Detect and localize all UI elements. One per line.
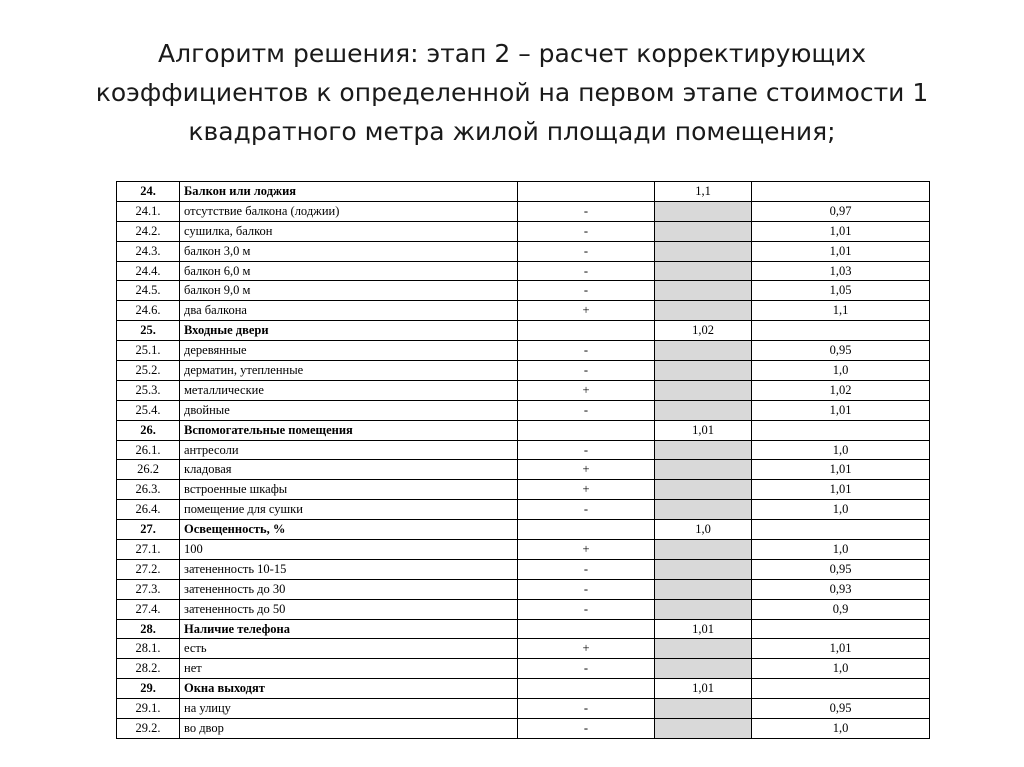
table-row [117,699,930,719]
cell-val: 1,03 [752,261,930,281]
cell-val: 1,0 [752,440,930,460]
cell-grp [655,241,752,261]
cell-num: 24. [117,182,180,202]
table-row [117,559,930,579]
table-row [117,301,930,321]
cell-val [752,520,930,540]
table-row [117,221,930,241]
cell-grp [655,599,752,619]
cell-grp: 1,01 [655,619,752,639]
cell-grp [655,559,752,579]
cell-name: отсутствие балкона (лоджии) [180,201,518,221]
cell-num: 24.4. [117,261,180,281]
cell-val: 0,95 [752,699,930,719]
cell-sign [518,619,655,639]
cell-grp [655,440,752,460]
cell-val: 0,97 [752,201,930,221]
cell-num: 27.1. [117,540,180,560]
table-group-row [117,520,930,540]
table-row [117,380,930,400]
cell-num: 26.1. [117,440,180,460]
cell-num: 27.2. [117,559,180,579]
cell-name: деревянные [180,341,518,361]
table-row [117,460,930,480]
cell-num: 27.3. [117,579,180,599]
table-group-row [117,679,930,699]
table-row [117,659,930,679]
table-group-row [117,182,930,202]
cell-num: 25.2. [117,361,180,381]
cell-name: Наличие телефона [180,619,518,639]
cell-num: 26.2 [117,460,180,480]
cell-grp [655,341,752,361]
cell-sign: - [518,281,655,301]
cell-num: 29.1. [117,699,180,719]
cell-name: на улицу [180,699,518,719]
cell-val: 1,0 [752,540,930,560]
table-row [117,281,930,301]
cell-name: Вспомогательные помещения [180,420,518,440]
cell-num: 25.1. [117,341,180,361]
cell-num: 27.4. [117,599,180,619]
cell-val [752,679,930,699]
table-row [117,480,930,500]
cell-val [752,420,930,440]
cell-sign: + [518,301,655,321]
cell-grp [655,281,752,301]
cell-grp [655,361,752,381]
slide-title-line-1: Алгоритм решения: этап 2 – расчет корректирующих [157,39,867,68]
cell-name: нет [180,659,518,679]
cell-sign: + [518,380,655,400]
cell-val: 1,02 [752,380,930,400]
cell-grp [655,500,752,520]
cell-val: 1,0 [752,659,930,679]
cell-sign: + [518,460,655,480]
cell-name: помещение для сушки [180,500,518,520]
cell-sign: - [518,440,655,460]
cell-grp [655,699,752,719]
cell-num: 28.2. [117,659,180,679]
cell-val: 1,0 [752,361,930,381]
cell-num: 28.1. [117,639,180,659]
table-row [117,540,930,560]
cell-sign: + [518,480,655,500]
cell-grp [655,480,752,500]
cell-val [752,182,930,202]
cell-name: балкон 3,0 м [180,241,518,261]
cell-grp [655,400,752,420]
cell-sign: - [518,241,655,261]
table-row [117,719,930,739]
cell-val: 1,01 [752,460,930,480]
cell-sign [518,679,655,699]
cell-sign: - [518,201,655,221]
cell-sign: + [518,639,655,659]
cell-grp: 1,01 [655,420,752,440]
table-row [117,400,930,420]
cell-name: металлические [180,380,518,400]
cell-grp: 1,02 [655,321,752,341]
table-row [117,201,930,221]
cell-num: 26. [117,420,180,440]
cell-grp [655,540,752,560]
cell-name: во двор [180,719,518,739]
cell-grp [655,659,752,679]
cell-val: 1,01 [752,221,930,241]
table-row [117,261,930,281]
coefficient-table-body [117,182,930,739]
cell-name: затененность до 50 [180,599,518,619]
cell-val: 1,01 [752,241,930,261]
cell-num: 25. [117,321,180,341]
cell-grp: 1,01 [655,679,752,699]
cell-num: 29.2. [117,719,180,739]
cell-sign: - [518,500,655,520]
cell-name: антресоли [180,440,518,460]
table-row [117,500,930,520]
cell-grp: 1,0 [655,520,752,540]
cell-num: 26.3. [117,480,180,500]
cell-val: 1,0 [752,719,930,739]
cell-grp [655,719,752,739]
coefficient-table [116,181,930,739]
cell-sign [518,182,655,202]
cell-grp [655,639,752,659]
cell-name: 100 [180,540,518,560]
slide-title [40,34,984,151]
slide-title-line-3: квадратного метра жилой площади помещения; [188,117,836,146]
table-row [117,440,930,460]
cell-val: 1,01 [752,400,930,420]
cell-val: 1,1 [752,301,930,321]
table-row [117,361,930,381]
cell-num: 27. [117,520,180,540]
cell-sign [518,520,655,540]
table-row [117,639,930,659]
cell-grp: 1,1 [655,182,752,202]
cell-name: Освещенность, % [180,520,518,540]
cell-name: есть [180,639,518,659]
cell-num: 24.3. [117,241,180,261]
cell-val [752,619,930,639]
cell-sign: - [518,699,655,719]
cell-grp [655,221,752,241]
cell-val: 1,01 [752,639,930,659]
cell-num: 24.2. [117,221,180,241]
cell-sign: - [518,261,655,281]
cell-sign: - [518,659,655,679]
cell-name: встроенные шкафы [180,480,518,500]
cell-sign: - [518,599,655,619]
cell-sign: - [518,400,655,420]
cell-sign: + [518,540,655,560]
cell-grp [655,579,752,599]
cell-name: дерматин, утепленные [180,361,518,381]
slide-title-line-2: коэффициентов к определенной на первом этапе стоимости 1 [95,78,929,107]
table-row [117,579,930,599]
cell-name: сушилка, балкон [180,221,518,241]
cell-name: два балкона [180,301,518,321]
cell-val: 1,0 [752,500,930,520]
cell-name: балкон 6,0 м [180,261,518,281]
cell-val: 0,9 [752,599,930,619]
cell-val: 1,05 [752,281,930,301]
cell-sign: - [518,579,655,599]
table-row [117,599,930,619]
cell-val: 0,95 [752,341,930,361]
cell-grp [655,301,752,321]
cell-sign: - [518,221,655,241]
cell-num: 26.4. [117,500,180,520]
cell-name: двойные [180,400,518,420]
cell-num: 24.5. [117,281,180,301]
table-group-row [117,321,930,341]
cell-grp [655,201,752,221]
cell-name: Балкон или лоджия [180,182,518,202]
cell-val: 0,93 [752,579,930,599]
cell-sign [518,420,655,440]
cell-name: Окна выходят [180,679,518,699]
cell-num: 24.6. [117,301,180,321]
cell-name: кладовая [180,460,518,480]
cell-name: Входные двери [180,321,518,341]
cell-sign: - [518,559,655,579]
table-row [117,341,930,361]
cell-num: 25.4. [117,400,180,420]
cell-sign: - [518,719,655,739]
cell-val: 1,01 [752,480,930,500]
cell-sign: - [518,341,655,361]
cell-grp [655,380,752,400]
cell-num: 29. [117,679,180,699]
cell-name: затененность 10-15 [180,559,518,579]
table-group-row [117,619,930,639]
cell-val: 0,95 [752,559,930,579]
cell-name: затененность до 30 [180,579,518,599]
cell-num: 25.3. [117,380,180,400]
cell-sign [518,321,655,341]
cell-grp [655,261,752,281]
cell-num: 24.1. [117,201,180,221]
cell-val [752,321,930,341]
cell-name: балкон 9,0 м [180,281,518,301]
cell-num: 28. [117,619,180,639]
cell-grp [655,460,752,480]
table-row [117,241,930,261]
table-group-row [117,420,930,440]
cell-sign: - [518,361,655,381]
